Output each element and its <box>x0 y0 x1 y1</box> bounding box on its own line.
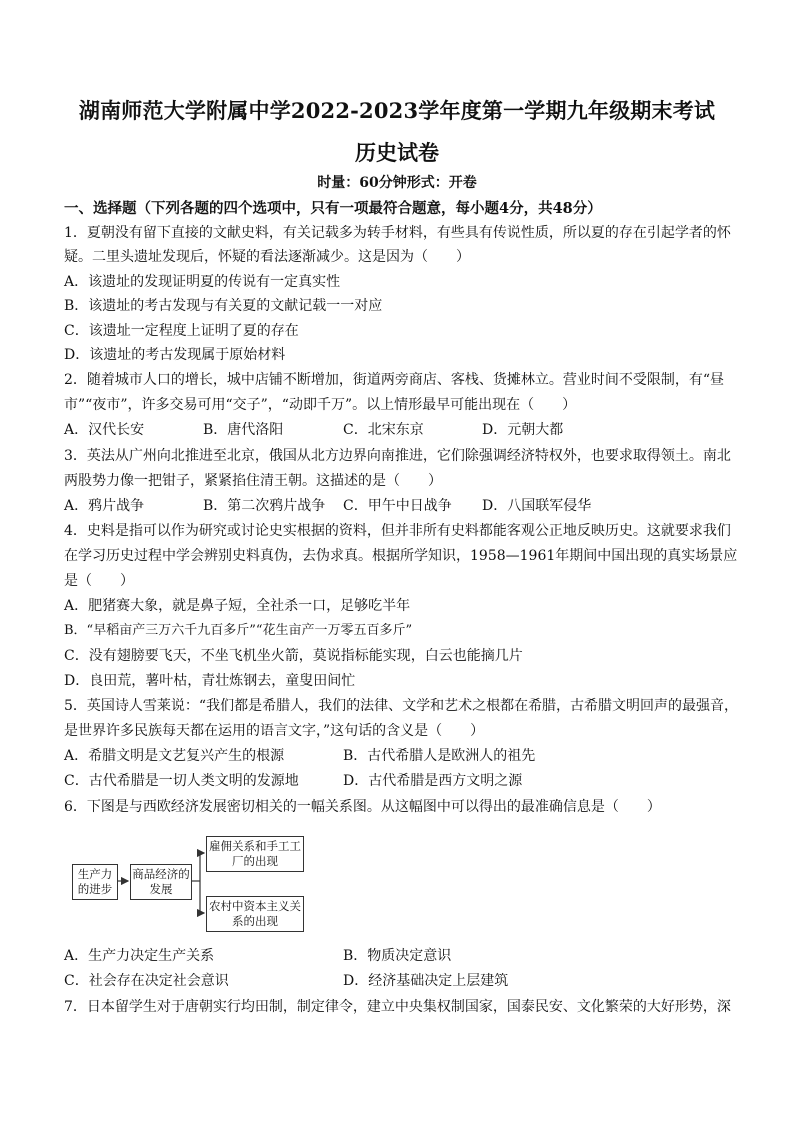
q6-stem: 6．下图是与西欧经济发展密切相关的一幅关系图。从这幅图中可以得出的最准确信息是（ ） <box>64 799 661 815</box>
q4-stem-line3: 是（ ） <box>64 573 134 589</box>
q1-stem-line1: 1．夏朝没有留下直接的文献史料，有关记载多为转手材料，有些具有传说性质，所以夏的存在引起学者的怀 <box>64 225 731 241</box>
q4-option-b: B．“早稻亩产三万六千九百多斤”“花生亩产一万零五百多斤” <box>64 623 413 638</box>
q2-option-b: B．唐代洛阳 <box>203 422 284 438</box>
q5-option-d: D．古代希腊是西方文明之源 <box>343 773 523 789</box>
q3-option-c: C．甲午中日战争 <box>343 498 452 514</box>
section-heading: 一、选择题（下列各题的四个选项中，只有一项最符合题意，每小题4分，共48分） <box>64 200 602 217</box>
exam-title: 湖南师范大学附属中学2022-2023学年度第一学期九年级期末考试 <box>78 98 716 123</box>
exam-subtitle: 历史试卷 <box>355 140 439 165</box>
box-productivity: 生产力的进步 <box>72 864 118 900</box>
q3-stem-line2: 两股势力像一把钳子，紧紧掐住清王朝。这描述的是（ ） <box>64 473 442 489</box>
q6-option-d: D．经济基础决定上层建筑 <box>343 973 509 989</box>
q7-stem-line1: 7．日本留学生对于唐朝实行均田制，制定律令，建立中央集权制国家，国泰民安、文化繁荣的大好形势，深 <box>64 999 731 1015</box>
q4-option-a: A．肥猪赛大象，就是鼻子短，全社杀一口，足够吃半年 <box>64 598 411 614</box>
q5-stem-line1: 5．英国诗人雪莱说：“我们都是希腊人，我们的法律、文学和艺术之根都在希腊，古希腊文明回声的最强音， <box>64 698 739 714</box>
q3-option-a: A．鸦片战争 <box>64 498 145 514</box>
q2-option-d: D．元朝大都 <box>482 422 564 438</box>
exam-meta: 时量：60分钟形式：开卷 <box>317 175 477 191</box>
box-employment-relation: 雇佣关系和手工工厂的出现 <box>206 836 304 872</box>
q6-option-b: B．物质决定意识 <box>343 948 452 964</box>
q2-option-a: A．汉代长安 <box>64 422 145 438</box>
relation-diagram <box>70 836 330 930</box>
q2-stem-line1: 2．随着城市人口的增长，城中店铺不断增加，街道两旁商店、客栈、货摊林立。营业时间不受限制，有“昼 <box>64 372 725 388</box>
q4-option-d: D．良田荒，薯叶枯，青壮炼钢去，童叟田间忙 <box>64 673 356 689</box>
q1-option-a: A．该遗址的发现证明夏的传说有一定真实性 <box>64 274 341 290</box>
q6-option-a: A．生产力决定生产关系 <box>64 948 215 964</box>
q1-option-c: C．该遗址一定程度上证明了夏的存在 <box>64 323 299 339</box>
q5-stem-line2: 是世界许多民族每天都在运用的语言文字，”这句话的含义是（ ） <box>64 723 485 739</box>
q6-option-c: C．社会存在决定社会意识 <box>64 973 229 989</box>
q2-stem-line2: 市”“夜市”，许多交易可用“交子”，“动即千万”。以上情形最早可能出现在（ ） <box>64 397 577 413</box>
q1-option-b: B．该遗址的考古发现与有关夏的文献记载一一对应 <box>64 298 383 314</box>
q3-option-d: D．八国联军侵华 <box>482 498 592 514</box>
q2-option-c: C．北宋东京 <box>343 422 424 438</box>
q1-option-d: D．该遗址的考古发现属于原始材料 <box>64 347 286 363</box>
q1-stem-line2: 疑。二里头遗址发现后，怀疑的看法逐渐减少。这是因为（ ） <box>64 249 470 265</box>
box-rural-capitalism: 农村中资本主义关系的出现 <box>206 896 304 932</box>
q5-option-b: B．古代希腊人是欧洲人的祖先 <box>343 748 536 764</box>
q3-stem-line1: 3．英法从广州向北推进至北京，俄国从北方边界向南推进，它们除强调经济特权外，也要求取得领土。南北 <box>64 448 731 464</box>
box-commodity-economy: 商品经济的发展 <box>130 864 192 900</box>
q5-option-c: C．古代希腊是一切人类文明的发源地 <box>64 773 299 789</box>
q4-stem-line2: 在学习历史过程中学会辨别史料真伪，去伪求真。根据所学知识，1958—1961年期间中国出现的真实场景应 <box>64 548 738 564</box>
q3-option-b: B．第二次鸦片战争 <box>203 498 326 514</box>
q5-option-a: A．希腊文明是文艺复兴产生的根源 <box>64 748 285 764</box>
q4-stem-line1: 4．史料是指可以作为研究或讨论史实根据的资料，但并非所有史料都能客观公正地反映历史。这就要求我们 <box>64 523 731 539</box>
q4-option-c: C．没有翅膀要飞天，不坐飞机坐火箭，莫说指标能实现，白云也能摘几片 <box>64 648 523 664</box>
